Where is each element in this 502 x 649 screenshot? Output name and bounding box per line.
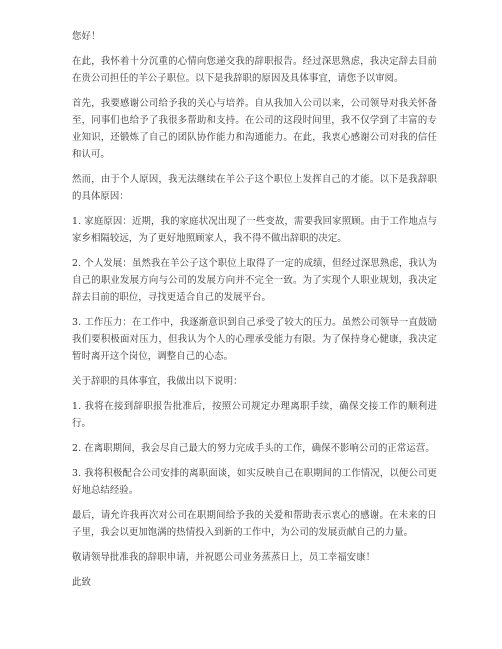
- closing-paragraph: 最后，请允许我再次对公司在职期间给予我的关爱和帮助表示衷心的感谢。在未来的日子里，我会以更加饱满的热情投入到新的工作中，为公司的发展贡献自己的力量。: [72, 510, 437, 538]
- matter-item-2: 2. 在离职期间，我会尽自己最大的努力完成手头的工作，确保不影响公司的正常运营。: [72, 443, 435, 454]
- spacer: [72, 390, 437, 398]
- spacer: [72, 499, 437, 507]
- matter-item-3: 3. 我将积极配合公司安排的离职面谈，如实反映自己在职期间的工作情况，以便公司更好地总结经验。: [72, 468, 437, 496]
- request-paragraph: 敬请领导批准我的辞职申请，并祝愿公司业务蒸蒸日上，员工幸福安康！: [72, 552, 376, 563]
- spacer: [72, 205, 437, 213]
- reasons-intro-paragraph: 然而，由于个人原因，我无法继续在羊公子这个职位上发挥自己的才能。以下是我辞职的具体原因：: [72, 174, 437, 202]
- spacer: [72, 566, 437, 574]
- spacer: [72, 541, 437, 549]
- thanks-paragraph: 首先，我要感谢公司给予我的关心与培养。自从我加入公司以来，公司领导对我关怀备至，同事们也给予了我很多帮助和支持。在公司的这段时间里，我不仅学到了丰富的专业知识，还锻炼了自己的团队协作能力和沟通能力。在此，我衷心感谢公司对我的信任和认可。: [72, 98, 437, 160]
- spacer: [72, 365, 437, 373]
- reason-item-2: 2. 个人发展：虽然我在羊公子这个职位上取得了一定的成绩，但经过深思熟虑，我认为自己的职业发展方向与公司的发展方向并不完全一致。为了实现个人职业规划，我决定辞去目前的职位，寻找更适合自己的发展平台。: [72, 258, 437, 303]
- spacer: [72, 306, 437, 314]
- salutation: 此致: [72, 577, 91, 588]
- greeting: 您好！: [72, 31, 101, 42]
- spacer: [72, 87, 437, 95]
- spacer: [72, 457, 437, 465]
- spacer: [72, 45, 437, 53]
- spacer: [72, 432, 437, 440]
- intro-paragraph: 在此，我怀着十分沉重的心情向您递交我的辞职报告。经过深思熟虑，我决定辞去目前在贵公司担任的羊公子职位。以下是我辞职的原因及具体事宜，请您予以审阅。: [72, 56, 437, 84]
- spacer: [72, 163, 437, 171]
- reason-item-3: 3. 工作压力：在工作中，我逐渐意识到自己承受了较大的压力。虽然公司领导一直鼓励我们要积极面对压力，但我认为个人的心理承受能力有限。为了保持身心健康，我决定暂时离开这个岗位，调整自己的心态。: [72, 317, 437, 362]
- spacer: [72, 247, 437, 255]
- reason-item-1: 1. 家庭原因：近期，我的家庭状况出现了一些变故，需要我回家照顾。由于工作地点与家乡相隔较远，为了更好地照顾家人，我不得不做出辞职的决定。: [72, 216, 437, 244]
- letter-body: [72, 28, 437, 591]
- matter-item-1: 1. 我将在接到辞职报告批准后，按照公司规定办理离职手续，确保交接工作的顺利进行。: [72, 401, 437, 429]
- matters-intro-paragraph: 关于辞职的具体事宜，我做出以下说明：: [72, 376, 243, 387]
